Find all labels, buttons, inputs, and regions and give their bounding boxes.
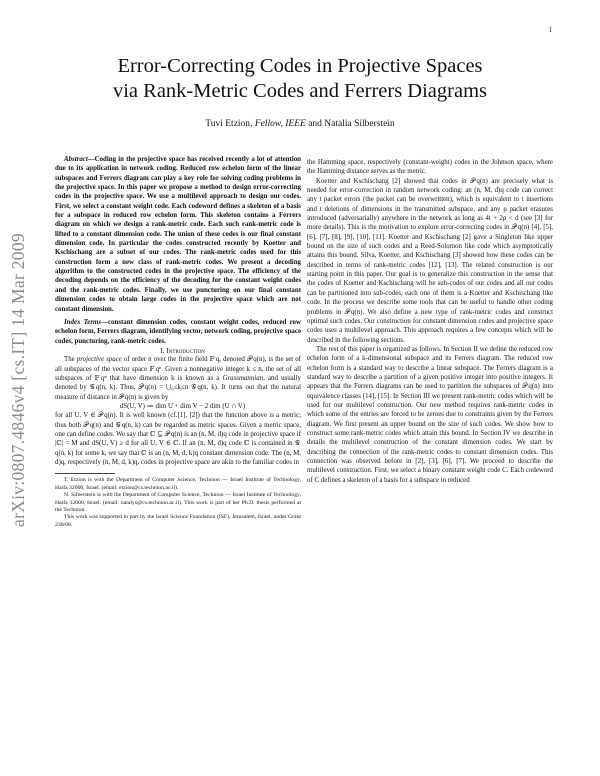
distance-equation: dS(U, V) ≔ dim U + dim V − 2 dim (U ∩ V) bbox=[119, 402, 246, 410]
arxiv-stamp: arXiv:0807.4846v4 [cs.IT] 14 Mar 2009 bbox=[8, 233, 28, 527]
footnote-1: T. Etzion is with the Department of Computer Science, Technion — Israel Institute of Technology, Haifa 32000, Israel. (email: etzion@cs.technion.ac.il). bbox=[55, 477, 301, 491]
section-heading: I. Introduction bbox=[160, 345, 205, 355]
footnote-2: N. Silberstein is with the Department of Computer Science, Technion — Israel Institute of Technology, Haifa 32000, Israel. (email: natalys@cs.technion.ac.il). This work is part of her Ph.D. thesis performed at the Technion. bbox=[55, 492, 301, 513]
right-paragraph-3: The rest of this paper is organized as follows. In Section II we define the reduced row echelon form of a k-dimensional subspace and its Ferrers diagram. The reduced row echelon form is a standard way to describe a linear subspace. The Ferrers diagram is a standard way to describe a partition of a given positive integer into positive integers. It appears that the Ferrers diagrams can be used to partition the subspaces of 𝒫 q(n) into equivalence classes [14], [15]. In Section III we present rank-metric codes which will be used for our multilevel construction. Our new method requires rank-metric codes in which some of the entries are forced to be zeroes due to constraints given by the Ferrers diagram. We first present an upper bound on the size of such codes. We show how to construct some rank-metric codes which attain this bound. In Section IV we describe in details the multilevel construction of the constant dimension codes. We start by describing the connection of the rank-metric codes to constant dimension codes. This connection was observed before in [2], [3], [6], [7]. We proceed to describe the multilevel construction. First, we select a binary constant weight code C. Each codeword of C defines a skeleton of a basis for a subspace in reduced bbox=[307, 345, 553, 484]
index-terms-text: —constant dimension codes, constant weight codes, reduced row echelon form, Ferrers diagram, identifying vector, network coding, projective space codes, puncturing, rank-metric codes. bbox=[55, 318, 301, 345]
footnote-divider bbox=[55, 473, 115, 474]
abstract-lead: Abstract bbox=[64, 156, 88, 163]
intro-paragraph-1: The projective space of order n over the finite field 𝔽 q, denoted 𝒫 q(n), is the set of all subspaces of the vector space 𝔽 qⁿ. Given a nonnegative integer k ≤ n, the set of all subspaces of 𝔽 qⁿ that have dimension k is known as a Grassmannian, and usually denoted by 𝒢 q(n, k). Thus, 𝒫 q(n) = ⋃₀≤k≤n 𝒢 q(n, k). It turns out that the natural measure of distance in 𝒫 q(n) is given by bbox=[55, 356, 301, 401]
right-paragraph-1: the Hamming space, respectively (constant-weight) codes in the Johnson space, where the Hamming distance serves as the metric. bbox=[307, 159, 553, 176]
right-column bbox=[307, 158, 553, 485]
title-line-1: Error-Correcting Codes in Projective Spaces bbox=[117, 55, 483, 77]
authors bbox=[40, 119, 560, 129]
author-1: Tuvi Etzion, bbox=[205, 119, 253, 129]
author-rest: and Natalia Silberstein bbox=[308, 119, 395, 129]
title-line-2: via Rank-Metric Codes and Ferrers Diagrams bbox=[112, 80, 487, 102]
author-1-affiliation: Fellow, IEEE bbox=[254, 119, 306, 129]
abstract-text: —Coding in the projective space has received recently a lot of attention due to its application in network coding. Reduced row echelon form of the linear subspaces and Ferrers diagram can play a key role for solving coding problems in the projective space. In this paper we propose a method to design error-correcting codes in the projective space. We use a multilevel approach to design our codes. First, we select a constant weight code. Each codeword defines a skeleton of a basis for a subspace in reduced row echelon form. This skeleton contains a Ferrers diagram on which we design a rank-metric code. Each such rank-metric code is lifted to a constant dimension code. The union of these codes is our final constant dimension code. In particular the codes constructed recently by Koetter and Kschischang are a subset of our codes. The rank-metric codes used for this construction form a new class of rank-metric codes. We present a decoding algorithm to the constructed codes in the projective space. The efficiency of the decoding depends on the efficiency of the decoding for the constant weight codes and the rank-metric codes. Finally, we use puncturing on our final constant dimension codes to obtain large codes in the projective space which are not constant dimension. bbox=[55, 156, 301, 313]
right-paragraph-2: Koetter and Kschischang [2] showed that codes in 𝒫 q(n) are precisely what is needed for error-correction in random network coding: an (n, M, d)q code can correct any t packet errors (the packet can be overwritten), which is equivalent to t insertions and t deletions of dimensions in the transmitted subspace, and any ρ packet erasures introduced (adversarially) anywhere in the network as long as 4t + 2ρ < d (see [3] for more details). This is the motivation to explore error-correcting codes in 𝒫 q(n) [4], [5], [6], [7], [8], [9], [10], [11]. Koetter and Kschischang [2] gave a Singleton like upper bound on the size of such codes and a Reed-Solomon like code which asymptotically attains this bound. Silva, Koetter, and Kschischang [3] showed how these codes can be described in terms of rank-metric codes [12], [13]. The related construction is our starting point in this paper. Our goal is to generalize this construction in the sense that the codes of Koetter and Kschischang will be sub-codes of our codes and all our codes can be partitioned into sub-codes, each one of them is a Koetter and Kschischang like code. In the process we describe some tools that can be useful to handle other coding problems in 𝒫 q(n). We also define a new type of rank-metric codes and construct optimal such codes. Our construction for constant dimension codes and projective space codes uses a multilevel approach. This approach requires a few concepts which will be described in the following sections. bbox=[307, 177, 553, 344]
intro-paragraph-2: for all U, V ∈ 𝒫 q(n). It is well known (cf.[1], [2]) that the function above is a metric; thus both 𝒫 q(n) and 𝒢 q(n, k) can be regarded as metric spaces. Given a metric space, one can define codes. We say that ℂ ⊆ 𝒫 q(n) is an (n, M, d)q code in projective space if |ℂ| = M and dS(U, V) ≥ d for all U, V ∈ ℂ. If an (n, M, d)q code ℂ is contained in 𝒢 q(n, k) for some k, we say that ℂ is an (n, M, d, k)q constant dimension code. The (n, M, d)q, respectively (n, M, d, k)q, codes in projective space are akin to the familiar codes in bbox=[55, 412, 301, 466]
index-terms bbox=[55, 318, 301, 346]
index-terms-lead: Index Terms bbox=[64, 318, 102, 326]
footnote-3: This work was supported in part by the Israel Science Foundation (ISF), Jerusalem, Israel, under Grant 230/08. bbox=[55, 514, 301, 528]
left-column bbox=[55, 155, 301, 529]
abstract bbox=[55, 155, 301, 314]
paper-title bbox=[40, 54, 560, 104]
page-number: 1 bbox=[548, 26, 552, 34]
